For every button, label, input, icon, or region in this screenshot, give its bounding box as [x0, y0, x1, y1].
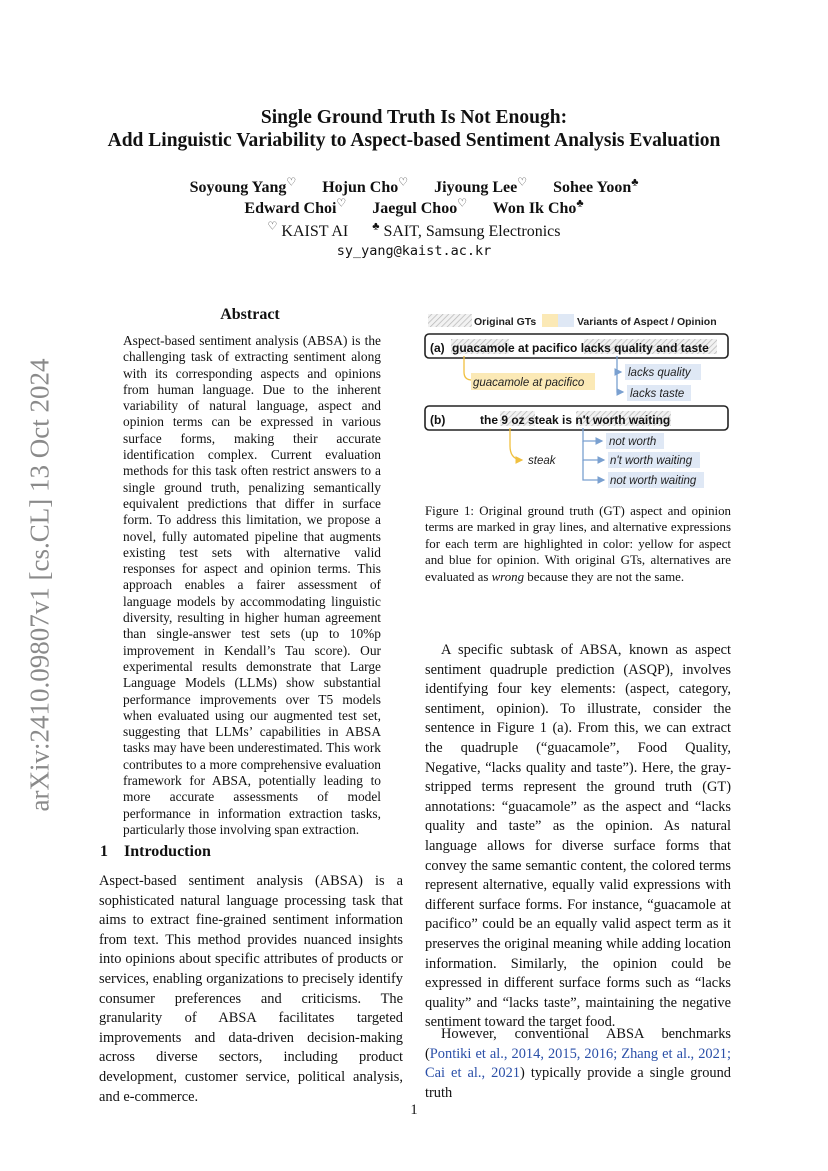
sentence-a-opinion: lacks quality and taste	[580, 341, 709, 355]
opinion-connector-a2	[617, 372, 623, 392]
affiliations	[0, 221, 828, 242]
author-mark: ♡	[286, 176, 297, 189]
sentence-b-aspect: steak	[528, 413, 559, 427]
legend-opinion-swatch	[558, 314, 574, 327]
opinion-variant-a2: lacks taste	[630, 388, 685, 400]
caption-text-end: because they are not the same.	[524, 569, 685, 584]
opinion-variant-b2: n't worth waiting	[610, 455, 693, 467]
sentence-b-opinion: n't worth waiting	[575, 413, 671, 427]
sentence-a	[452, 341, 709, 355]
section-heading	[100, 843, 211, 861]
contact-email[interactable]: sy_yang@kaist.ac.kr	[336, 243, 492, 259]
affiliation-name: KAIST AI	[281, 223, 349, 240]
legend-variants-label: Variants of Aspect / Opinion	[577, 316, 717, 328]
caption-emphasis: wrong	[491, 569, 525, 584]
sentence-b	[480, 413, 670, 427]
asqp-paragraph: A specific subtask of ABSA, known as aspect sentiment quadruple prediction (ASQP), involves identifying four key elements: (aspect, category, sentiment, opinion). To illustrate, consider the sentence in Figure 1 (a). From this, we can extract the quadruple (“guacamole”, Food Quality, Negative, “lacks quality and taste”). Here, the gray-stripped terms represent the ground truth (GT) annotations: “guacamole” as the aspect and “lacks quality and taste” as the opinion. As natural language allows for diverse surface forms that convey the same semantic content, the colored terms represent alternative, equally valid expressions with different surface forms. For instance, “guacamole at pacifico” could be an equally valid aspect term as it preserves the original meaning while adding location information. Similarly, the opinion could be expressed in different surface forms such as “lacks quality” and “lacks taste”, maintaining the negative sentiment toward the target food.	[425, 642, 731, 1031]
aspect-variant-a: guacamole at pacifico	[473, 377, 585, 389]
opinion-variant-a1: lacks quality	[628, 367, 691, 379]
sentence-b-pre: the 9 oz	[480, 413, 529, 427]
author-mark: ♡	[517, 176, 528, 189]
caption-text: Figure 1: Original ground truth (GT) aspect and opinion terms are marked in gray lines, and alternative expressions for each term are highlighted in color: yellow for aspect and blue for opinion. With original GTs, alternatives are evaluated as	[425, 504, 731, 584]
page-number: 1	[410, 1102, 418, 1118]
benchmarks-text: However, conventional ABSA benchmarks (	[425, 1026, 731, 1062]
section-number: 1	[100, 843, 108, 860]
abstract-heading: Abstract	[220, 306, 280, 323]
author-mark: ♡	[457, 197, 468, 210]
benchmarks-paragraph	[425, 1025, 731, 1103]
author-name: Jaegul Choo	[372, 200, 458, 217]
affiliation-name: SAIT, Samsung Electronics	[383, 223, 561, 240]
aspect-connector-a	[464, 356, 472, 380]
intro-paragraph: Aspect-based sentiment analysis (ABSA) is a sophisticated natural language processing task that aims to extract fine-grained sentiment information from text. This method provides nuanced insights into opinions about specific attributes of products or services, enabling organizations to precisely identify consumer preferences and criticisms. The granularity of ABSA facilitates targeted improvements and data-driven decision-making across diverse sectors, including product development, customer service, political analysis, and e-commerce.	[99, 873, 403, 1105]
panel-label-b: (b)	[430, 413, 446, 427]
author-name: Soyoung Yang	[189, 179, 287, 196]
paper-title-line2: Add Linguistic Variability to Aspect-based Sentiment Analysis Evaluation	[107, 130, 721, 151]
affiliation-mark: ♡	[267, 220, 278, 233]
author-mark: ♡	[336, 197, 347, 210]
sentence-a-mid: at pacifico	[514, 341, 581, 355]
legend-aspect-swatch	[542, 314, 558, 327]
author-line-2	[0, 198, 828, 219]
figure-legend	[428, 314, 717, 328]
opinion-variant-b1: not worth	[609, 436, 657, 448]
aspect-variant-b: steak	[528, 455, 556, 467]
opinion-connector-b2	[583, 441, 604, 460]
aspect-connector-b	[510, 428, 522, 460]
author-mark: ♣	[576, 197, 584, 210]
sentence-b-mid: is	[558, 413, 576, 427]
figure-panel-a	[425, 334, 728, 401]
abstract-text: Aspect-based sentiment analysis (ABSA) is the challenging task of extracting sentiment along with its corresponding aspects and opinions from human language. Due to the inherent variability of natural language, aspect and opinion terms can be expressed in various surface forms, making their accurate identification complex. Current evaluation methods for this task often restrict answers to a single ground truth, penalizing semantically equivalent predictions that differ in surface form. To address this limitation, we propose a novel, fully automated pipeline that augments existing test sets with alternative valid responses for aspect and opinion terms. This approach enables a fairer assessment of language models by accommodating linguistic diversity, resulting in higher human agreement than single-answer test sets (up to 10%p improvement in Kendall’s Tau score). Our experimental results demonstrate that Large Language Models (LLMs) show substantial performance improvements over T5 models when evaluated using our augmented test set, suggesting that LLMs’ capabilities in ABSA tasks may have been underestimated. This work contributes to a more comprehensive evaluation framework for ABSA, potentially leading to more accurate assessments of model performance in information extraction tasks, particularly those involving span extraction.	[123, 333, 381, 837]
section-title: Introduction	[124, 843, 211, 860]
benchmarks-text-end: ) typically provide a single ground truth	[425, 1065, 731, 1101]
opinion-connector-b3	[583, 460, 604, 480]
figure-panel-b	[425, 406, 728, 488]
author-name: Jiyoung Lee	[434, 179, 518, 196]
arxiv-id-text: arXiv:2410.09807v1 [cs.CL] 13 Oct 2024	[24, 358, 55, 812]
author-mark: ♡	[398, 176, 409, 189]
author-name: Won Ik Cho	[492, 200, 577, 217]
panel-label-a: (a)	[430, 341, 445, 355]
legend-gt-swatch	[428, 314, 472, 327]
figure-1	[424, 310, 734, 496]
paper-title-line1: Single Ground Truth Is Not Enough:	[260, 107, 568, 128]
citation-links[interactable]: Pontiki et al., 2014, 2015, 2016; Zhang et al., 2021; Cai et al., 2021	[425, 1045, 731, 1082]
author-mark: ♣	[631, 176, 639, 189]
sentence-a-aspect: guacamole	[452, 341, 515, 355]
figure-caption	[425, 503, 731, 585]
author-line-1	[0, 177, 828, 198]
legend-gt-label: Original GTs	[474, 316, 537, 328]
author-name: Hojun Cho	[322, 179, 399, 196]
author-name: Sohee Yoon	[553, 179, 632, 196]
opinion-variant-b3: not worth waiting	[610, 475, 697, 487]
author-name: Edward Choi	[244, 200, 337, 217]
affiliation-mark: ♣	[372, 220, 380, 233]
